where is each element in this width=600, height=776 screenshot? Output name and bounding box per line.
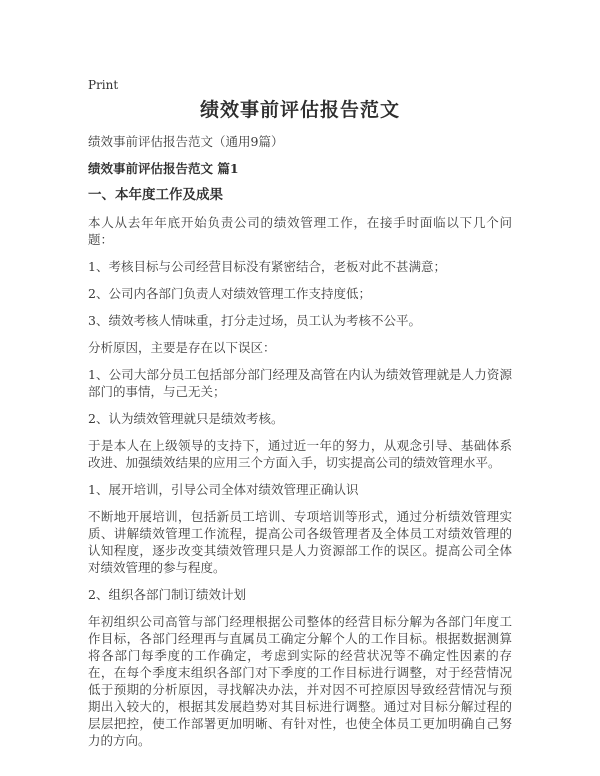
- paragraph: 1、展开培训，引导公司全体对绩效管理正确认识: [88, 482, 359, 497]
- paragraph: 1、考核目标与公司经营目标没有紧密结合，老板对此不甚满意；: [88, 259, 446, 274]
- paragraph: 本人从去年年底开始负责公司的绩效管理工作，在接手时面临以下几个问题：: [88, 215, 512, 247]
- paragraph: 分析原因，主要是存在以下误区：: [88, 340, 276, 355]
- page-title: 绩效事前评估报告范文: [199, 99, 400, 121]
- doc-section-heading: 一、本年度工作及成果: [88, 187, 223, 203]
- doc-part-heading: 绩效事前评估报告范文 篇1: [88, 161, 239, 176]
- paragraph: 2、组织各部门制订绩效计划: [88, 587, 246, 602]
- document-body: [88, 133, 512, 759]
- print-button[interactable]: Print: [88, 78, 119, 92]
- paragraph: 2、公司内各部门负责人对绩效管理工作支持度低；: [88, 286, 371, 301]
- paragraph: 不断地开展培训，包括新员工培训、专项培训等形式，通过分析绩效管理实质、讲解绩效管理工作流程，提高公司各级管理者及全体员工对绩效管理的认知程度，逐步改变其绩效管理只是人力资源部工作的误区。提高公司全体对绩效管理的参与程度。: [88, 509, 512, 575]
- paragraph: 1、公司大部分员工包括部分部门经理及高管在内认为绩效管理就是人力资源部门的事情，与己无关；: [88, 367, 512, 399]
- doc-subtitle: 绩效事前评估报告范文（通用9篇）: [88, 134, 284, 149]
- paragraph: 2、认为绩效管理就只是绩效考核。: [88, 411, 284, 426]
- paragraph: 年初组织公司高管与部门经理根据公司整体的经营目标分解为各部门年度工作目标，各部门经理再与直属员工确定分解个人的工作目标。根据数据测算将各部门每季度的工作确定，考虑到实际的经营状况等不确定性因素的存在，在每个季度末组织各部门对下季度的工作目标进行调整，对于经营情况低于预期的分析原因，寻找解决办法，并对因不可控原因导致经营情况与预期出入较大的，根据其发展趋势对其目标进行调整。通过对目标分解过程的层层把控，使工作部署更加明晰、有针对性，也使全体员工更加明确自己努力的方向。: [88, 614, 512, 748]
- paragraph: 3、绩效考核人情味重，打分走过场，员工认为考核不公平。: [88, 313, 421, 328]
- paragraph: 于是本人在上级领导的支持下，通过近一年的努力，从观念引导、基础体系改进、加强绩效结果的应用三个方面入手，切实提高公司的绩效管理水平。: [88, 438, 512, 470]
